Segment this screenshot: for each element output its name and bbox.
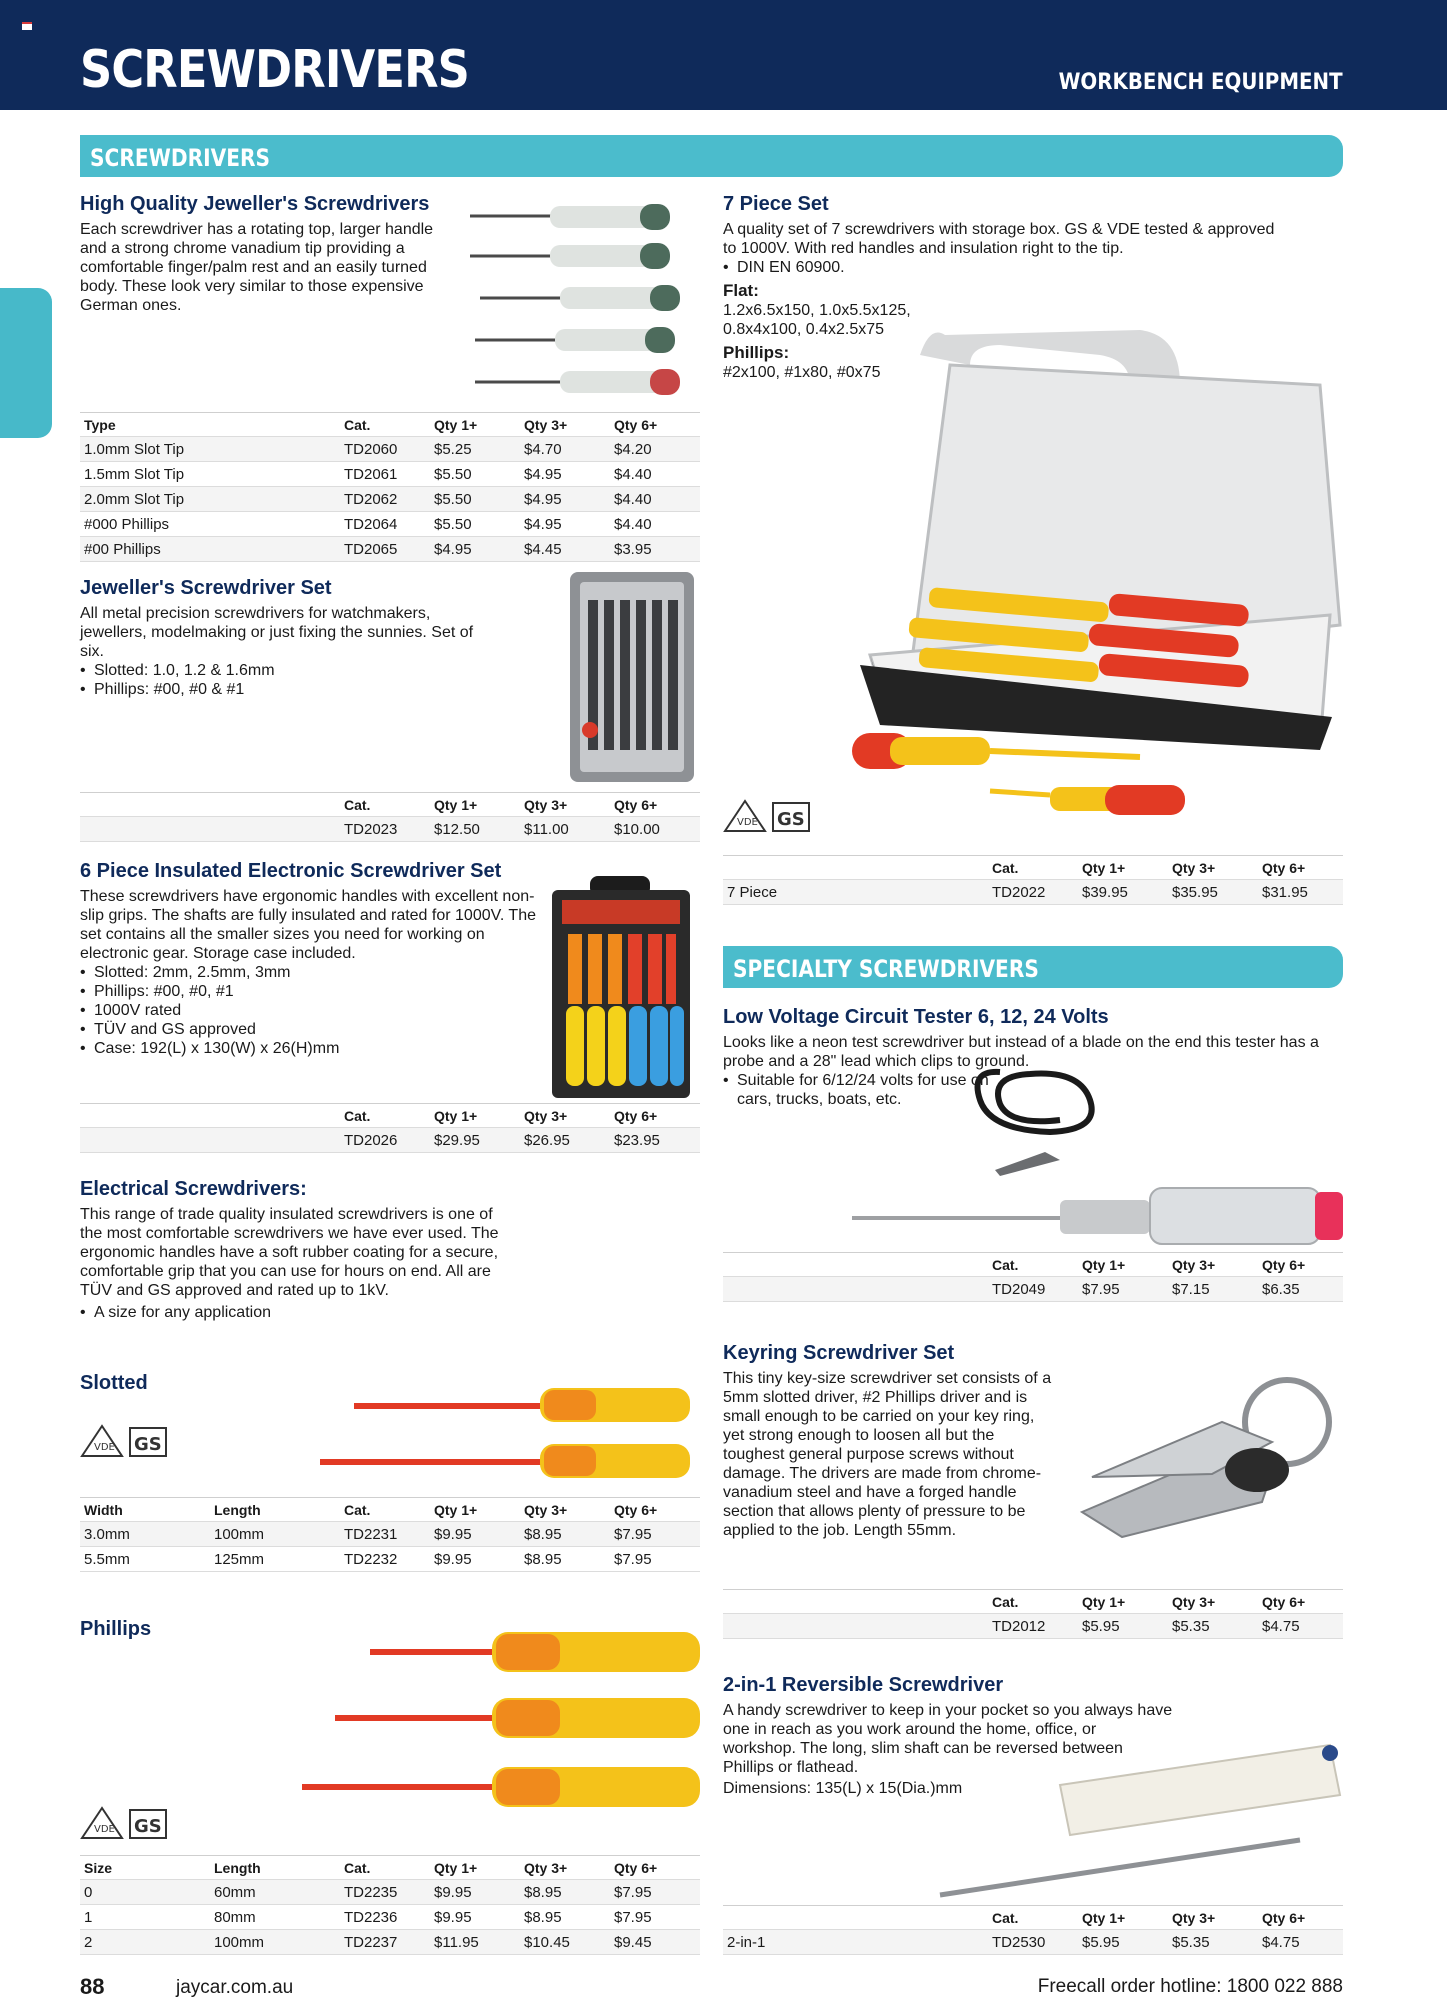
table-row xyxy=(80,512,700,537)
col-header xyxy=(723,1590,988,1614)
cell-qty3: $8.95 xyxy=(520,1547,610,1572)
cell-qty3: $8.95 xyxy=(520,1905,610,1930)
product-dimensions: Dimensions: 135(L) x 15(Dia.)mm xyxy=(723,1780,963,1797)
col-header: Qty 3+ xyxy=(520,1104,610,1128)
reversible-screwdriver-image xyxy=(930,1725,1345,1905)
bullet: • Phillips: #00, #0, #1 xyxy=(80,982,540,1001)
product-description: This tiny key-size screwdriver set consists of a 5mm slotted driver, #2 Phillips driver and is small enough to be carried on your key ring, yet strong enough to loosen all but the toughest general purpose screws without damage. The drivers are made from chrome-vanadium steel and have a forged handle section that allows plenty of pressure to be applied to the job. Length 55mm. xyxy=(723,1370,1052,1539)
cell-qty3: $4.95 xyxy=(520,512,610,537)
cell-type: #00 Phillips xyxy=(80,537,340,562)
cell-cat: TD2062 xyxy=(340,487,430,512)
page-category: WORKBENCH EQUIPMENT xyxy=(1058,70,1343,95)
table-row xyxy=(723,880,1343,905)
col-header: Length xyxy=(210,1856,340,1880)
cell-qty1: $9.95 xyxy=(430,1547,520,1572)
product-description: A quality set of 7 screwdrivers with storage box. GS & VDE tested & approved to 1000V. With red handles and insulation right to the tip. xyxy=(723,221,1275,257)
bullet: • Slotted: 2mm, 2.5mm, 3mm xyxy=(80,963,540,982)
phillips-screwdrivers-image xyxy=(300,1622,700,1822)
product-description: Looks like a neon test screwdriver but instead of a blade on the end this tester has a probe and a 28" lead which clips to ground. xyxy=(723,1034,1319,1070)
cell-qty1: $9.95 xyxy=(430,1905,520,1930)
cell-length: 125mm xyxy=(210,1547,340,1572)
product-electrical xyxy=(80,1178,500,1322)
product-description: This range of trade quality insulated screwdrivers is one of the most comfortable screwdrivers we have ever used. The ergonomic handles have a soft rubber coating for a secure, comfortable grip that you can use for hours on end. All are TÜV and GS approved and rated up to 1kV. xyxy=(80,1206,499,1299)
vde-gs-cert-icon xyxy=(80,1422,175,1458)
cell-qty1: $29.95 xyxy=(430,1128,520,1153)
price-table-seven xyxy=(723,855,1343,905)
col-header: Width xyxy=(80,1498,210,1522)
flat-label: Flat: xyxy=(723,281,759,300)
table-row xyxy=(80,462,700,487)
cell-qty3: $8.95 xyxy=(520,1522,610,1547)
cell-cat: TD2231 xyxy=(340,1522,430,1547)
col-header: Cat. xyxy=(988,1906,1078,1930)
jeweller-screwdrivers-image xyxy=(470,198,702,403)
cell-qty1: $9.95 xyxy=(430,1522,520,1547)
table-row xyxy=(80,437,700,462)
product-description: Each screwdriver has a rotating top, larger handle and a strong chrome vanadium tip providing a comfortable finger/palm rest and an easily turned body. These look very similar to those expensive German ones. xyxy=(80,221,434,314)
cell-empty xyxy=(80,817,340,842)
jeweller-set-image xyxy=(568,570,696,785)
product-title: High Quality Jeweller's Screwdrivers xyxy=(80,193,430,215)
table-row xyxy=(80,537,700,562)
col-header: Cat. xyxy=(988,856,1078,880)
section-title: SPECIALTY SCREWDRIVERS xyxy=(733,955,1039,983)
cell-empty xyxy=(80,1128,340,1153)
cell-qty1: $4.95 xyxy=(430,537,520,562)
cell-type: 7 Piece xyxy=(723,880,988,905)
phillips-heading xyxy=(80,1618,151,1645)
col-header: Qty 1+ xyxy=(430,1856,520,1880)
cell-qty6: $23.95 xyxy=(610,1128,700,1153)
cell-qty6: $9.45 xyxy=(610,1930,700,1955)
cell-qty1: $9.95 xyxy=(430,1880,520,1905)
cell-qty6: $10.00 xyxy=(610,817,700,842)
table-row xyxy=(80,1547,700,1572)
cell-qty3: $4.95 xyxy=(520,487,610,512)
cell-qty1: $5.95 xyxy=(1078,1614,1168,1639)
product-six-piece xyxy=(80,860,540,1058)
table-row xyxy=(723,1930,1343,1955)
col-header: Qty 6+ xyxy=(610,793,700,817)
col-header: Qty 6+ xyxy=(1258,1590,1343,1614)
price-table-keyring xyxy=(723,1589,1343,1639)
col-header: Qty 6+ xyxy=(1258,856,1343,880)
svg-text:VDE: VDE xyxy=(737,817,758,828)
col-header: Qty 6+ xyxy=(610,1856,700,1880)
cell-qty6: $7.95 xyxy=(610,1905,700,1930)
keyring-set-image xyxy=(1062,1362,1342,1552)
product-keyring xyxy=(723,1342,1058,1540)
subheading: Phillips xyxy=(80,1618,152,1640)
cell-length: 100mm xyxy=(210,1522,340,1547)
cell-qty1: $5.50 xyxy=(430,487,520,512)
cell-qty6: $3.95 xyxy=(610,537,700,562)
cell-cat: TD2065 xyxy=(340,537,430,562)
cell-qty6: $7.95 xyxy=(610,1522,700,1547)
product-title: 7 Piece Set xyxy=(723,193,829,215)
cell-cat: TD2237 xyxy=(340,1930,430,1955)
cell-cat: TD2023 xyxy=(340,817,430,842)
cell-qty6: $7.95 xyxy=(610,1547,700,1572)
col-header: Qty 1+ xyxy=(1078,1906,1168,1930)
cell-type: 1.5mm Slot Tip xyxy=(80,462,340,487)
table-row xyxy=(80,817,700,842)
product-title: Low Voltage Circuit Tester 6, 12, 24 Volts xyxy=(723,1006,1109,1028)
product-title: Electrical Screwdrivers: xyxy=(80,1178,307,1200)
website-link[interactable]: jaycar.com.au xyxy=(176,1977,294,1998)
cell-qty6: $4.75 xyxy=(1258,1930,1343,1955)
table-row xyxy=(80,1880,700,1905)
col-header: Qty 6+ xyxy=(1258,1253,1343,1277)
cell-qty3: $4.45 xyxy=(520,537,610,562)
svg-text:GS: GS xyxy=(777,809,805,830)
col-header: Qty 3+ xyxy=(1168,1590,1258,1614)
section-band-screwdrivers xyxy=(80,135,1343,177)
col-header: Qty 1+ xyxy=(1078,1590,1168,1614)
col-header xyxy=(723,856,988,880)
price-table-hq xyxy=(80,412,700,562)
table-row xyxy=(80,1522,700,1547)
svg-text:GS: GS xyxy=(134,1816,162,1837)
product-title: Jeweller's Screwdriver Set xyxy=(80,577,332,599)
cell-qty3: $5.35 xyxy=(1168,1614,1258,1639)
cell-qty1: $12.50 xyxy=(430,817,520,842)
cell-cat: TD2022 xyxy=(988,880,1078,905)
price-table-reversible xyxy=(723,1905,1343,1955)
page-header xyxy=(0,0,1447,110)
cell-length: 80mm xyxy=(210,1905,340,1930)
col-header: Qty 3+ xyxy=(520,793,610,817)
col-header: Qty 6+ xyxy=(610,1498,700,1522)
product-hq-jewellers xyxy=(80,193,460,315)
cell-qty6: $4.40 xyxy=(610,512,700,537)
cell-qty6: $4.75 xyxy=(1258,1614,1343,1639)
cell-qty1: $11.95 xyxy=(430,1930,520,1955)
cell-cat: TD2235 xyxy=(340,1880,430,1905)
flag-icon xyxy=(22,22,32,30)
cell-qty3: $26.95 xyxy=(520,1128,610,1153)
col-header: Qty 1+ xyxy=(430,793,520,817)
bullet: • Phillips: #00, #0 & #1 xyxy=(80,680,500,699)
table-row xyxy=(80,487,700,512)
cell-cat: TD2061 xyxy=(340,462,430,487)
page-title: SCREWDRIVERS xyxy=(80,40,470,100)
cell-length: 60mm xyxy=(210,1880,340,1905)
product-description: These screwdrivers have ergonomic handles with excellent non-slip grips. The shafts are fully insulated and rated for 1000V. The set contains all the smaller sizes you need for working on electronic gear. Storage case included. xyxy=(80,888,536,962)
cell-qty1: $5.50 xyxy=(430,512,520,537)
svg-text:VDE: VDE xyxy=(94,1824,115,1835)
cell-empty xyxy=(723,1614,988,1639)
col-header: Cat. xyxy=(340,1104,430,1128)
section-title: SCREWDRIVERS xyxy=(90,144,271,172)
col-header: Length xyxy=(210,1498,340,1522)
cell-qty3: $11.00 xyxy=(520,817,610,842)
vde-gs-cert-icon xyxy=(80,1804,175,1840)
col-header: Qty 1+ xyxy=(430,413,520,437)
col-header: Qty 6+ xyxy=(610,1104,700,1128)
product-title: 2-in-1 Reversible Screwdriver xyxy=(723,1674,1004,1696)
product-title: 6 Piece Insulated Electronic Screwdriver Set xyxy=(80,860,502,882)
cell-qty3: $7.15 xyxy=(1168,1277,1258,1302)
col-header: Qty 6+ xyxy=(1258,1906,1343,1930)
col-header: Cat. xyxy=(340,413,430,437)
product-jeweller-set xyxy=(80,577,500,699)
col-header xyxy=(723,1906,988,1930)
col-header: Qty 1+ xyxy=(430,1104,520,1128)
table-row xyxy=(723,1614,1343,1639)
cell-qty6: $4.20 xyxy=(610,437,700,462)
table-row xyxy=(80,1905,700,1930)
cell-width: 3.0mm xyxy=(80,1522,210,1547)
col-header: Qty 3+ xyxy=(1168,856,1258,880)
cell-cat: TD2012 xyxy=(988,1614,1078,1639)
col-header: Cat. xyxy=(340,1498,430,1522)
cell-qty6: $7.95 xyxy=(610,1880,700,1905)
page-number: 88 xyxy=(80,1974,105,1999)
subheading: Slotted xyxy=(80,1372,148,1394)
cell-qty6: $6.35 xyxy=(1258,1277,1343,1302)
cell-qty3: $5.35 xyxy=(1168,1930,1258,1955)
col-header: Qty 3+ xyxy=(1168,1253,1258,1277)
six-piece-set-image xyxy=(550,876,693,1100)
cell-type: 2.0mm Slot Tip xyxy=(80,487,340,512)
cell-cat: TD2064 xyxy=(340,512,430,537)
price-table-jset xyxy=(80,792,700,842)
bullet: • DIN EN 60900. xyxy=(723,258,1283,277)
cell-qty6: $4.40 xyxy=(610,462,700,487)
bullet: • 1000V rated xyxy=(80,1001,540,1020)
cell-qty3: $4.70 xyxy=(520,437,610,462)
circuit-tester-image xyxy=(850,1060,1345,1250)
cell-qty1: $5.25 xyxy=(430,437,520,462)
cell-cat: TD2530 xyxy=(988,1930,1078,1955)
table-row xyxy=(80,1128,700,1153)
seven-piece-set-image xyxy=(850,325,1345,845)
cell-size: 1 xyxy=(80,1905,210,1930)
table-row xyxy=(80,1930,700,1955)
cell-type: 2-in-1 xyxy=(723,1930,988,1955)
cell-cat: TD2236 xyxy=(340,1905,430,1930)
cell-cat: TD2232 xyxy=(340,1547,430,1572)
col-header: Size xyxy=(80,1856,210,1880)
col-header: Qty 3+ xyxy=(520,413,610,437)
col-header: Cat. xyxy=(988,1253,1078,1277)
col-header: Cat. xyxy=(988,1590,1078,1614)
col-header: Qty 1+ xyxy=(430,1498,520,1522)
cell-qty3: $4.95 xyxy=(520,462,610,487)
bullet: • Slotted: 1.0, 1.2 & 1.6mm xyxy=(80,661,500,680)
price-table-phillips xyxy=(80,1855,700,1955)
cell-cat: TD2049 xyxy=(988,1277,1078,1302)
svg-text:VDE: VDE xyxy=(94,1442,115,1453)
slotted-screwdrivers-image xyxy=(318,1380,700,1490)
cell-qty6: $4.40 xyxy=(610,487,700,512)
cell-qty1: $39.95 xyxy=(1078,880,1168,905)
col-header: Cat. xyxy=(340,1856,430,1880)
cell-type: #000 Phillips xyxy=(80,512,340,537)
price-table-slotted xyxy=(80,1497,700,1572)
bullet: • Case: 192(L) x 130(W) x 26(H)mm xyxy=(80,1039,540,1058)
col-header: Qty 3+ xyxy=(520,1856,610,1880)
col-header: Qty 1+ xyxy=(1078,1253,1168,1277)
price-table-six xyxy=(80,1103,700,1153)
col-header xyxy=(80,1104,340,1128)
phillips-label: Phillips: xyxy=(723,343,790,362)
side-tab xyxy=(0,288,52,438)
col-header: Qty 3+ xyxy=(520,1498,610,1522)
cell-length: 100mm xyxy=(210,1930,340,1955)
col-header: Type xyxy=(80,413,340,437)
cell-qty1: $5.95 xyxy=(1078,1930,1168,1955)
product-description: All metal precision screwdrivers for watchmakers, jewellers, modelmaking or just fixing the sunnies. Set of six. xyxy=(80,605,474,660)
product-description: A handy screwdriver to keep in your pocket so you always have one in reach as you work around the home, office, or workshop. The long, slim shaft can be reversed between Phillips or flathead. xyxy=(723,1702,1173,1776)
cell-empty xyxy=(723,1277,988,1302)
slotted-heading xyxy=(80,1372,148,1399)
section-band-specialty xyxy=(723,946,1343,988)
col-header: Qty 1+ xyxy=(1078,856,1168,880)
cell-cat: TD2026 xyxy=(340,1128,430,1153)
col-header: Qty 6+ xyxy=(610,413,700,437)
cell-qty1: $5.50 xyxy=(430,462,520,487)
product-title: Keyring Screwdriver Set xyxy=(723,1342,955,1364)
svg-text:GS: GS xyxy=(134,1434,162,1455)
cell-size: 0 xyxy=(80,1880,210,1905)
table-row xyxy=(723,1277,1343,1302)
cell-type: 1.0mm Slot Tip xyxy=(80,437,340,462)
cell-qty6: $31.95 xyxy=(1258,880,1343,905)
cell-qty1: $7.95 xyxy=(1078,1277,1168,1302)
bullet: • A size for any application xyxy=(80,1303,500,1322)
col-header xyxy=(723,1253,988,1277)
col-header: Cat. xyxy=(340,793,430,817)
bullet: • TÜV and GS approved xyxy=(80,1020,540,1039)
cell-qty3: $10.45 xyxy=(520,1930,610,1955)
price-table-lv xyxy=(723,1252,1343,1302)
bullet: • Suitable for 6/12/24 volts for use on cars, trucks, boats, etc. xyxy=(723,1071,1013,1109)
col-header xyxy=(80,793,340,817)
cell-width: 5.5mm xyxy=(80,1547,210,1572)
cell-size: 2 xyxy=(80,1930,210,1955)
cell-cat: TD2060 xyxy=(340,437,430,462)
cell-qty3: $8.95 xyxy=(520,1880,610,1905)
hotline-text: Freecall order hotline: 1800 022 888 xyxy=(1037,1976,1343,1997)
col-header: Qty 3+ xyxy=(1168,1906,1258,1930)
cell-qty3: $35.95 xyxy=(1168,880,1258,905)
flat-sizes: 1.2x6.5x150, 1.0x5.5x125, 0.8x4x100, 0.4x2.5x75 xyxy=(723,302,911,338)
phillips-sizes: #2x100, #1x80, #0x75 xyxy=(723,364,881,381)
vde-gs-cert-icon xyxy=(723,797,818,833)
